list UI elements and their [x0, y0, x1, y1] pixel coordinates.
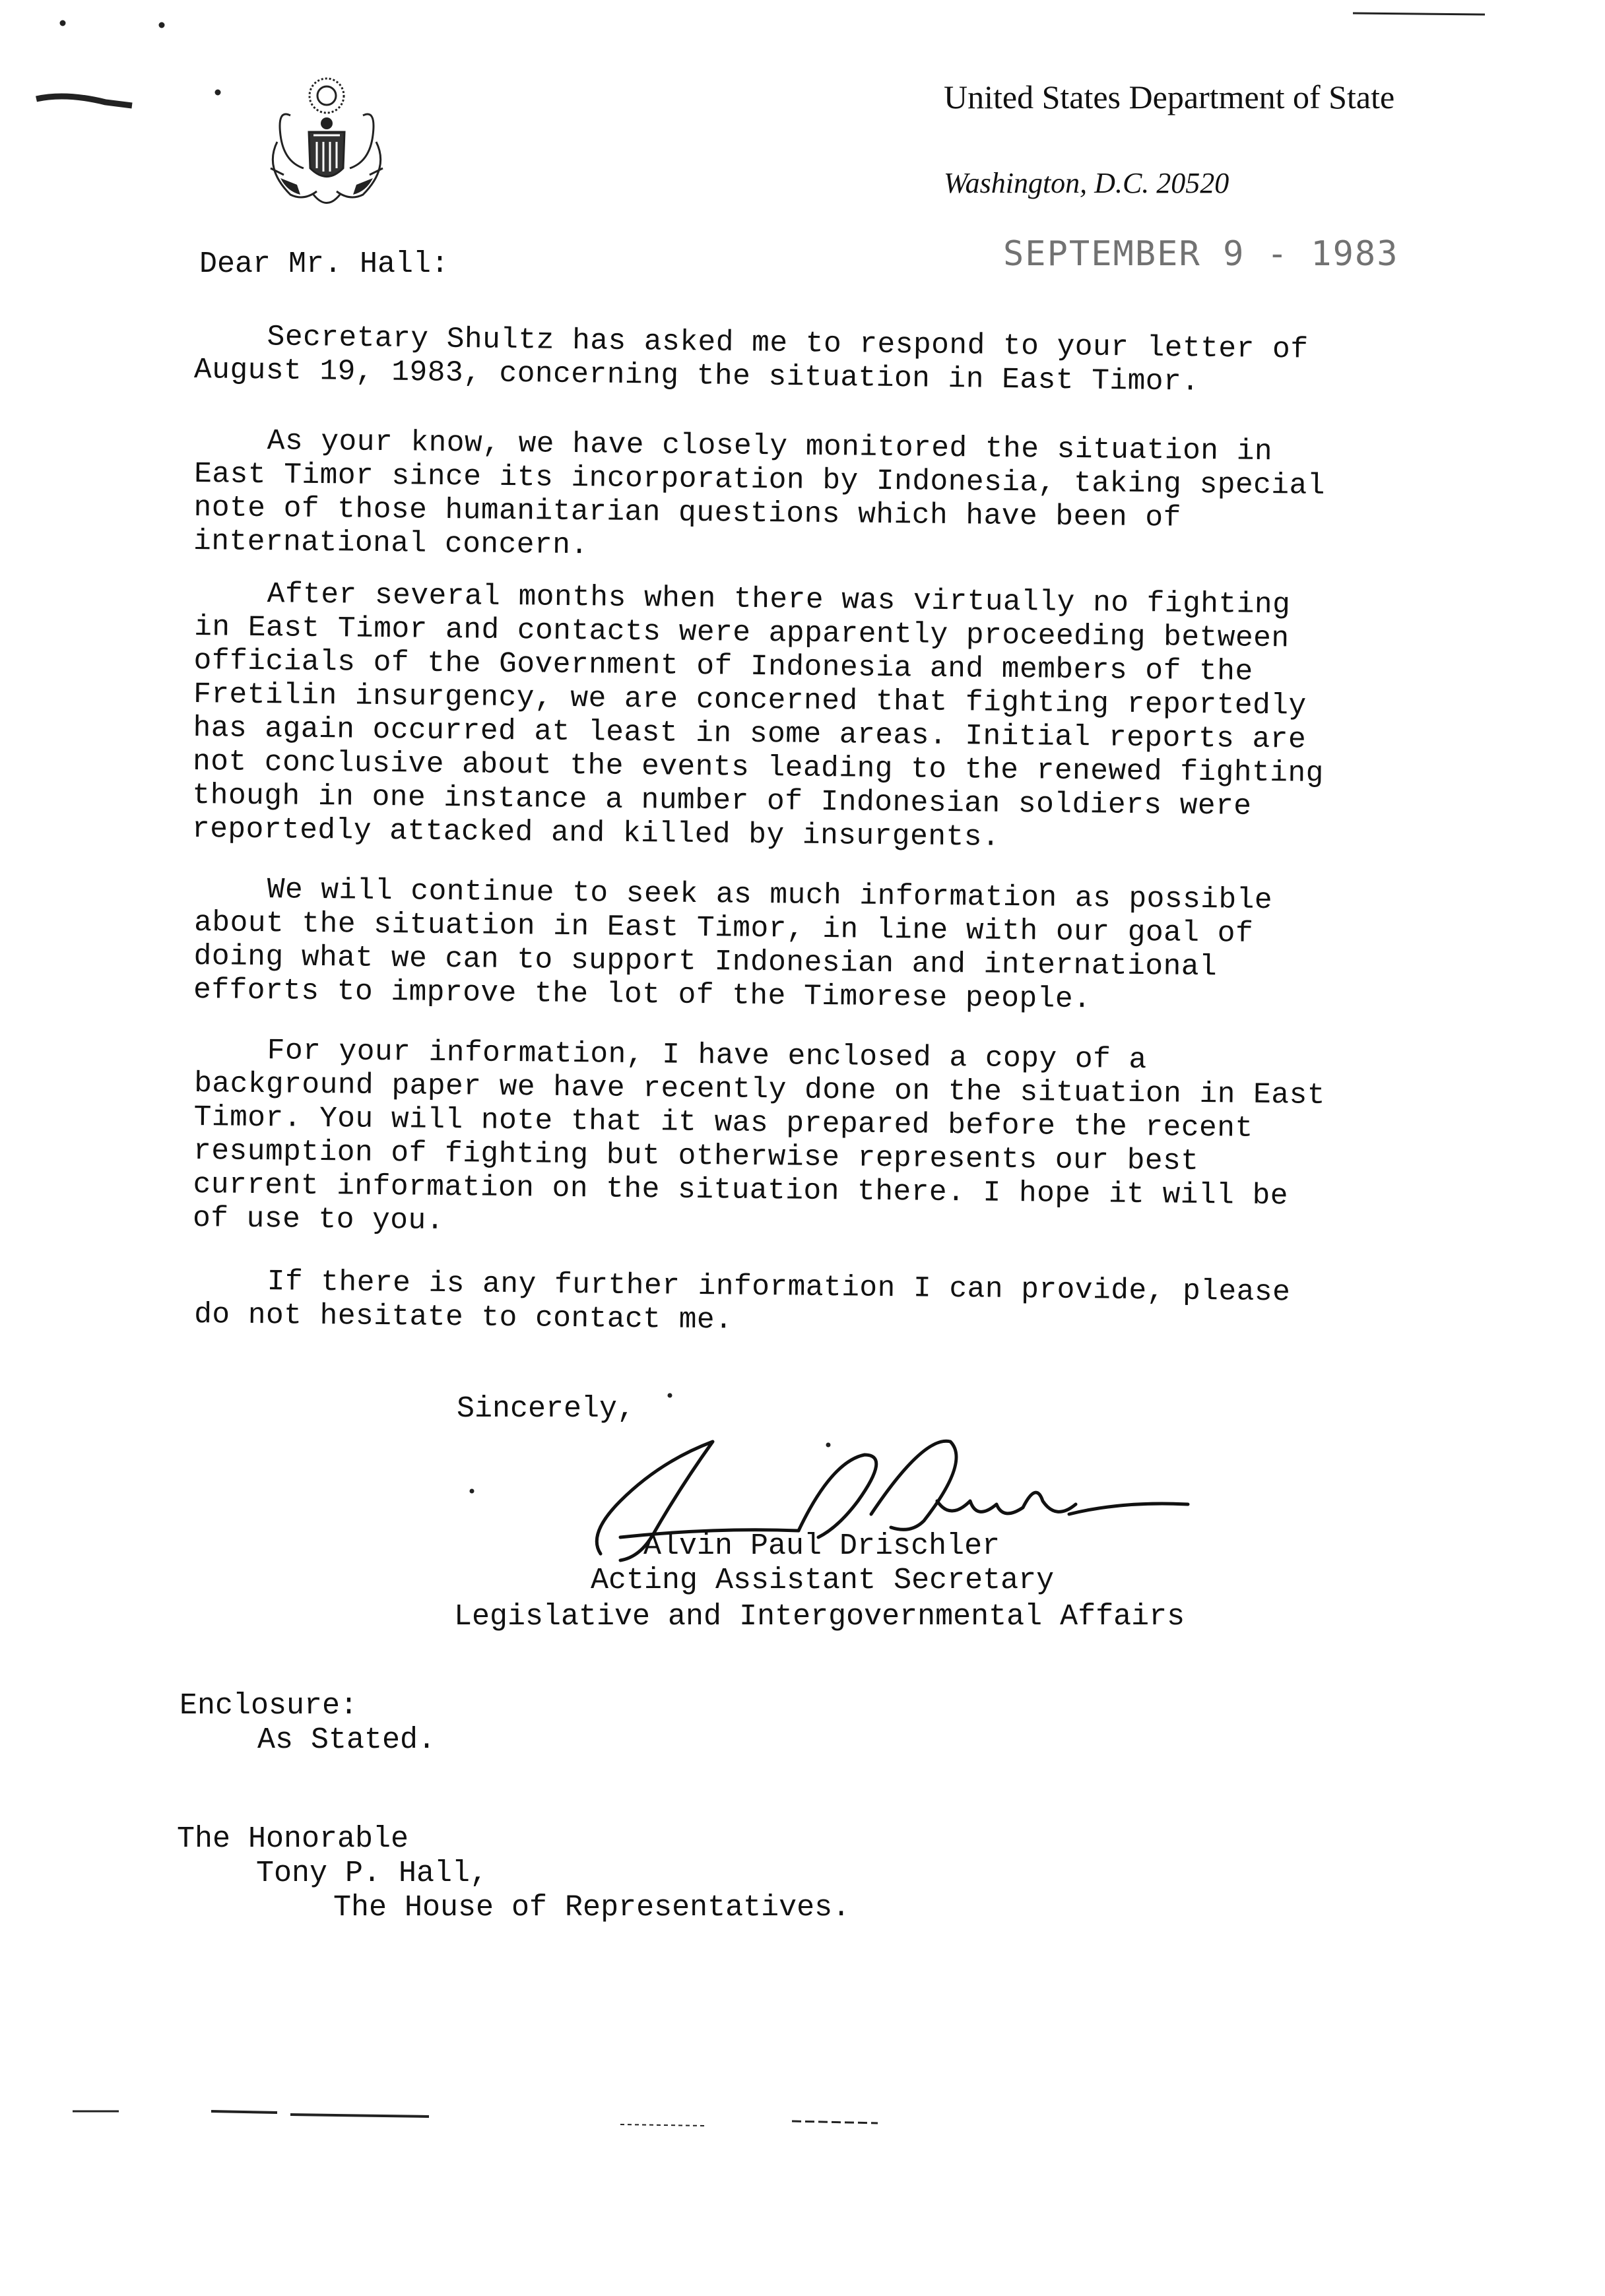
salutation: Dear Mr. Hall:: [199, 247, 449, 281]
letterhead-address: Washington, D.C. 20520: [944, 167, 1229, 199]
addressee-line: The House of Representatives.: [333, 1891, 851, 1925]
signer-office: Legislative and Intergovernmental Affairs: [454, 1600, 1185, 1634]
signer-title: Acting Assistant Secretary: [591, 1564, 1055, 1597]
closing: Sincerely,: [457, 1392, 636, 1426]
enclosure-label: Enclosure:: [180, 1689, 358, 1723]
great-seal-icon: [251, 69, 403, 221]
addressee-line: Tony P. Hall,: [256, 1857, 488, 1890]
paragraph-1: Secretary Shultz has asked me to respond to your letter of August 19, 1983, concerning the situation in East Timor.: [193, 321, 1309, 399]
enclosure-value: As Stated.: [257, 1723, 436, 1757]
paragraph-3: After several months when there was virtually no fighting in East Timor and contacts were apparently proceeding between officials of the Government of Indonesia and members of the Fretilin insurgency, we are concerned that fighting reportedly has again occurred at least in some areas. Initial reports are not conclusive about the events leading to the renewed fighting though in one instance a number of Indonesian soldiers were reportedly attacked and killed by insurgents.: [191, 578, 1325, 854]
letterhead-department: United States Department of State: [944, 79, 1395, 115]
date-stamp: SEPTEMBER 9 - 1983: [1003, 234, 1399, 274]
paragraph-2: As your know, we have closely monitored the situation in East Timor since its incorporation by Indonesia, taking special note of those humanitarian questions which have been of international concern.: [193, 425, 1326, 563]
paragraph-5: For your information, I have enclosed a copy of a background paper we have recently done on the situation in East Timor. You will note that it was prepared before the recent resumption of fighting but otherwise represents our best current information on the situation there. I hope it will be of use to you.: [192, 1035, 1326, 1238]
paragraph-4: We will continue to seek as much information as possible about the situation in East Timor, in line with our goal of doing what we can to support Indonesian and international efforts to improve the lot of the Timorese people.: [193, 874, 1273, 1017]
paragraph-6: If there is any further information I can provide, please do not hesitate to contact me.: [193, 1265, 1291, 1337]
signer-name: Alvin Paul Drischler: [643, 1529, 1000, 1563]
addressee-line: The Honorable: [177, 1822, 409, 1856]
